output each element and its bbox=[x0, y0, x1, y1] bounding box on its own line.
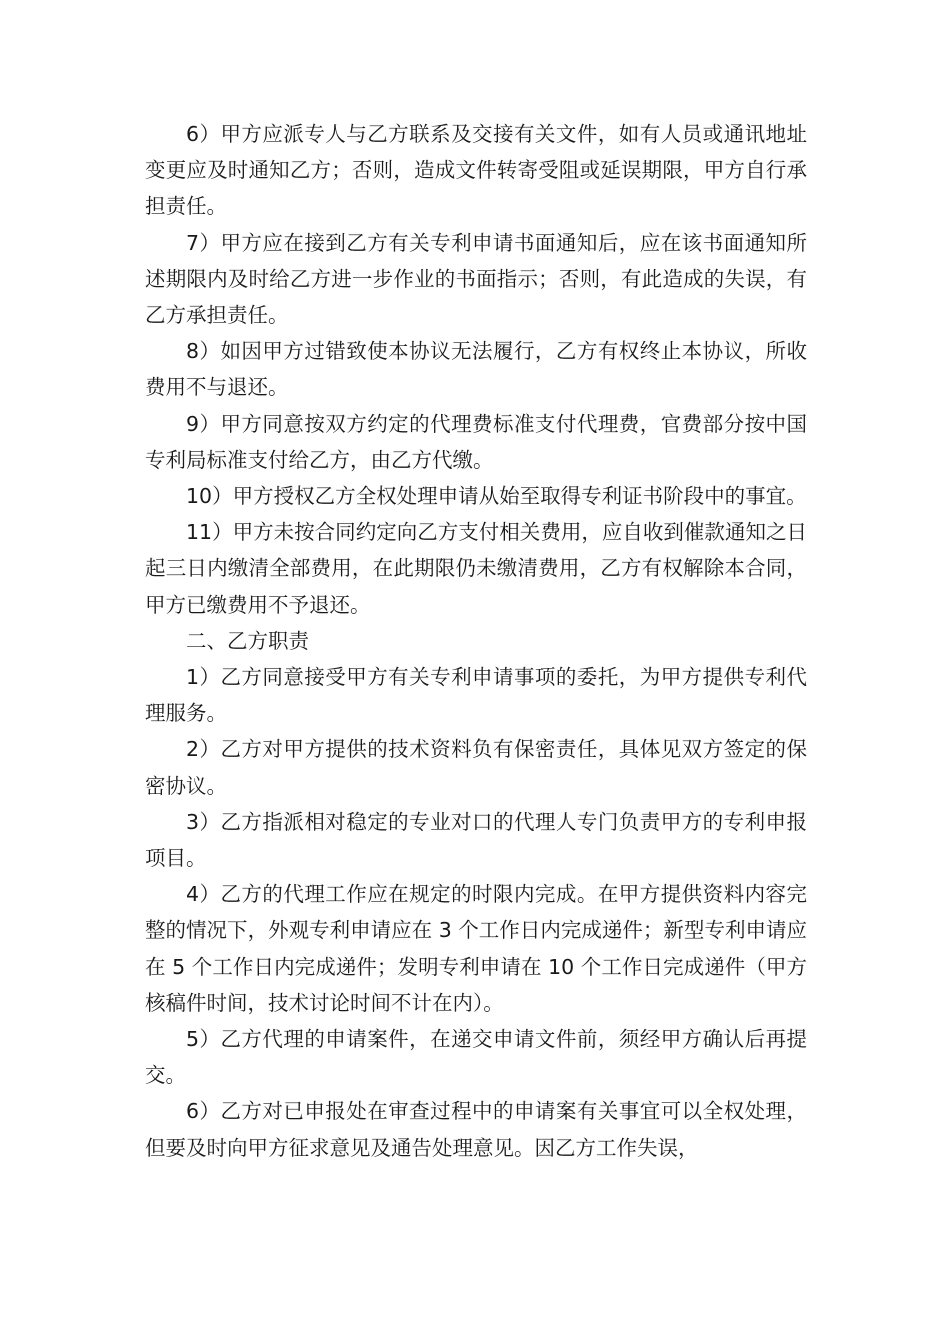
paragraph-party-b-item-6: 6）乙方对已申报处在审查过程中的申请案有关事宜可以全权处理，但要及时向甲方征求意见及通告处理意见。因乙方工作失误， bbox=[145, 1099, 807, 1160]
document-page bbox=[145, 116, 807, 1166]
paragraph-party-b-item-2: 2）乙方对甲方提供的技术资料负有保密责任，具体见双方签定的保密协议。 bbox=[145, 737, 807, 798]
paragraph-party-b-item-5: 5）乙方代理的申请案件，在递交申请文件前，须经甲方确认后再提交。 bbox=[145, 1027, 807, 1088]
section-heading-party-b: 二、乙方职责 bbox=[186, 628, 309, 653]
paragraph-party-a-item-8: 8）如因甲方过错致使本协议无法履行，乙方有权终止本协议，所收费用不与退还。 bbox=[145, 339, 807, 400]
paragraph-party-a-item-6: 6）甲方应派专人与乙方联系及交接有关文件，如有人员或通讯地址变更应及时通知乙方；否则，造成文件转寄受阻或延误期限，甲方自行承担责任。 bbox=[145, 122, 807, 219]
paragraph-party-b-item-1: 1）乙方同意接受甲方有关专利申请事项的委托，为甲方提供专利代理服务。 bbox=[145, 665, 807, 726]
paragraph-party-a-item-11: 11）甲方未按合同约定向乙方支付相关费用，应自收到催款通知之日起三日内缴清全部费用，在此期限仍未缴清费用，乙方有权解除本合同，甲方已缴费用不予退还。 bbox=[145, 520, 807, 617]
paragraph-party-b-item-4: 4）乙方的代理工作应在规定的时限内完成。在甲方提供资料内容完整的情况下，外观专利申请应在 3 个工作日内完成递件；新型专利申请应在 5 个工作日内完成递件；发明专利申请在 10 个工作日完成递件（甲方核稿件时间，技术讨论时间不计在内）。 bbox=[145, 882, 807, 1015]
paragraph-party-a-item-10: 10）甲方授权乙方全权处理申请从始至取得专利证书阶段中的事宜。 bbox=[186, 484, 807, 509]
paragraph-party-a-item-9: 9）甲方同意按双方约定的代理费标准支付代理费，官费部分按中国专利局标准支付给乙方，由乙方代缴。 bbox=[145, 411, 807, 472]
paragraph-party-b-item-3: 3）乙方指派相对稳定的专业对口的代理人专门负责甲方的专利申报项目。 bbox=[145, 809, 807, 871]
paragraph-party-a-item-7: 7）甲方应在接到乙方有关专利申请书面通知后，应在该书面通知所述期限内及时给乙方进一步作业的书面指示；否则，有此造成的失误，有乙方承担责任。 bbox=[145, 230, 807, 328]
